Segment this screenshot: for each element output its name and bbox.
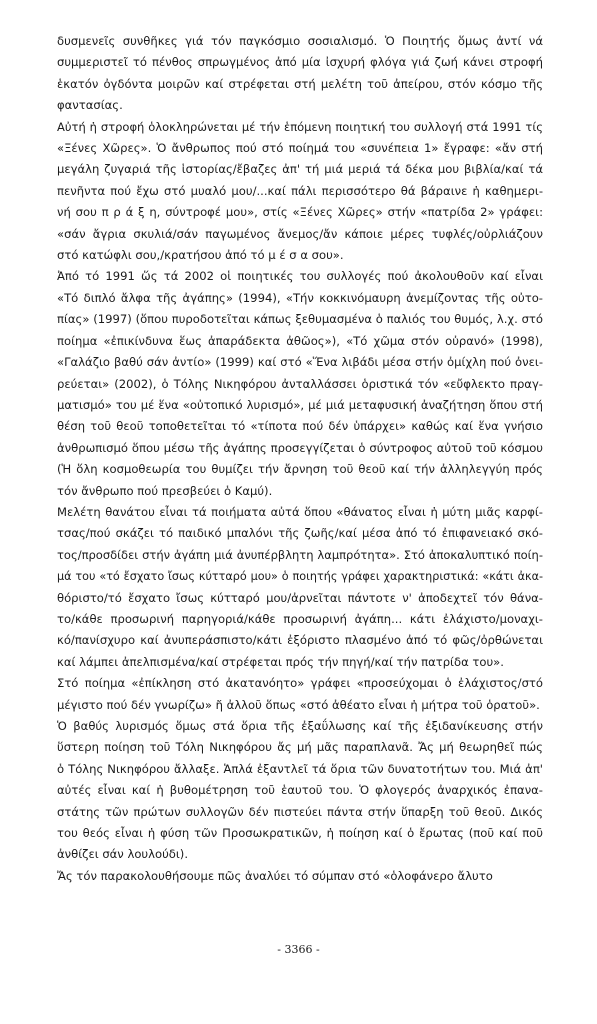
text-line: «Γαλάζιο βαθύ σάν ἀντίο» (1999) καί στό «Ἕνα λιβάδι μέσα στήν ὀμίχλη πού ὀνει-	[57, 355, 543, 370]
text-line: ματισμό» του μέ ἕνα «οὐτοπικό λυρισμό», μέ μιά μεταφυσική ἀναζήτηση ὅπου στή	[57, 397, 543, 412]
text-line: θέση τοῦ θεοῦ τοποθετεῖται τό «τίποτα πού δέν ὑπάρχει» καθώς καί ἕνα γνήσιο	[57, 419, 543, 434]
text-line: θόριστο/τό ἔσχατο ἴσως κύτταρό μου/ἀρνεῖται πάντοτε ν' ἀποδεχτεῖ τόν θάνα-	[57, 590, 543, 605]
text-line: Ὁ βαθύς λυρισμός ὅμως στά ὅρια τῆς ἐξαΰλωσης καί τῆς ἐξιδανίκευσης στήν	[57, 719, 543, 733]
paragraph	[57, 716, 543, 866]
text-line: τόν ἄνθρωπο πού πρεσβεύει ὁ Καμύ).	[57, 483, 273, 498]
text-line: του θεός εἶναι ἡ φύση τῶν Προσωκρατικῶν, ἡ ποίηση καί ὁ ἔρωτας (ποῦ καί ποῦ	[57, 826, 543, 841]
text-line: ρεύεται» (2002), ὁ Τόλης Νικηφόρου ἀνταλλάσσει ὁριστικά τόν «εὔφλεκτο πραγ-	[57, 376, 543, 391]
text-line: φαντασίας.	[57, 98, 123, 113]
text-line: δυσμενεῖς συνθῆκες γιά τόν παγκόσμιο σοσιαλισμό. Ὁ Ποιητής ὅμως ἀντί νά	[57, 34, 543, 48]
text-line: στό κατώφλι σου,/κρατήσου ἀπό τό μ έ σ α σου».	[57, 248, 344, 263]
text-line: ποίημα «ἐπικίνδυνα ἕως ἀπαράδεκτα ἀθῶος»), «Τό χῶμα στόν οὐρανό» (1998),	[57, 333, 543, 348]
text-line: «Τό διπλό ἄλφα τῆς ἀγάπης» (1994), «Τήν κοκκινόμαυρη ἀνεμίζοντας τῆς οὐτο-	[57, 290, 543, 305]
text-line: Ἄς τόν παρακολουθήσουμε πῶς ἀναλύει τό σύμπαν στό «ὁλοφάνερο ἄλυτο	[57, 868, 493, 883]
text-line: Αὐτή ἡ στροφή ὁλοκληρώνεται μέ τήν ἑπόμενη ποιητική του συλλογή στά 1991 τίς	[57, 119, 543, 134]
paragraph	[57, 866, 543, 887]
text-line: συμμεριστεῖ τό πένθος σπρωγμένος ἀπό μία ἰσχυρή φλόγα γιά ζωή κάνει στροφή	[57, 55, 543, 70]
text-line: ὕστερη ποίηση τοῦ Τόλη Νικηφόρου ἄς μή μᾶς παραπλανᾶ. Ἄς μή θεωρηθεῖ πώς	[57, 740, 543, 755]
paragraph	[57, 31, 543, 117]
text-line: Στό ποίημα «ἐπίκληση στό ἀκατανόητο» γράφει «προσεύχομαι ὁ ἐλάχιστος/στό	[57, 676, 543, 691]
paragraph	[57, 502, 543, 673]
text-line: καί λάμπει ἀπελπισμένα/καί στρέφεται πρός τήν πηγή/καί τήν πατρίδα του».	[57, 654, 504, 669]
text-line: «σάν ἄγρια σκυλιά/σάν παγωμένος ἄνεμος/ἄν κάποιε μέρες τυφλές/οὐρλιάζουν	[57, 226, 543, 241]
paragraph	[57, 673, 543, 716]
text-line: «Ξένες Χῶρες». Ὁ ἄνθρωπος πού στό ποίημά του «συνέπεια 1» ἔγραφε: «ἄν στή	[57, 141, 543, 156]
text-line: αὐτές εἶναι καί ἡ βυθομέτρηση τοῦ ἑαυτοῦ του. Ὁ φλογερός ἀναρχικός ἐπανα-	[57, 783, 543, 798]
text-line: (Ἡ ὅλη κοσμοθεωρία του θυμίζει τήν ἄρνηση τοῦ θεοῦ καί τήν ἀλληλεγγύη πρός	[57, 462, 543, 477]
text-line: το/κάθε προσωρινή παρηγοριά/κάθε προσωρινή ἀγάπη... κάτι ἐλάχιστο/μοναχι-	[57, 611, 543, 626]
text-line: νή σου π ρ ά ξ η, σύντροφέ μου», στίς «Ξένες Χῶρες» στήν «πατρίδα 2» γράφει:	[57, 205, 543, 220]
text-line: στάτης τῶν πρώτων συλλογῶν δέν πιστεύει πάντα στήν ὕπαρξη τοῦ θεοῦ. Δικός	[57, 804, 543, 819]
text-line: μεγάλη ζυγαριά τῆς ἱστορίας/ἔβαζες ἀπ' τή μιά μεριά τά δέκα μου βιβλία/καί τά	[57, 162, 543, 177]
text-line: ἑκατόν ὀγδόντα μοιρῶν καί στρέφεται στή μελέτη τοῦ ἀπείρου, στόν κόσμο τῆς	[57, 76, 543, 91]
text-line: ὁ Τόλης Νικηφόρου ἄλλαξε. Ἁπλά ἐξαντλεῖ τά ὅρια τῶν δυνατοτήτων του. Μιά ἀπ'	[57, 761, 543, 776]
text-line: πίας» (1997) (ὅπου πυροδοτεῖται κάπως ξεθυμασμένα ὁ παλιός του θυμός, λ.χ. στό	[57, 312, 543, 327]
text-line: ἀνθίζει σάν λουλούδι).	[57, 847, 189, 862]
text-line: Ἀπό τό 1991 ὥς τά 2002 οἱ ποιητικές του συλλογές πού ἀκολουθοῦν καί εἶναι	[57, 269, 543, 284]
text-line: πενῆντα πού ἔχω στό μυαλό μου/...καί πάλι περισσότερο θά βάραινε ἡ καθημερι-	[57, 183, 543, 198]
text-line: Μελέτη θανάτου εἶναι τά ποιήματα αὐτά ὅπου «θάνατος εἶναι ἡ μύτη μιᾶς καρφί-	[57, 504, 543, 519]
paragraph	[57, 266, 543, 501]
text-line: μέγιστο πού δέν γνωρίζω» ἤ ἀλλοῦ ὅπως «στό ἀθέατο εἶναι ἡ μήτρα τοῦ ὁρατοῦ».	[57, 697, 540, 712]
text-line: τσας/πού σκάζει τό παιδικό μπαλόνι τῆς ζωῆς/καί μέσα ἀπό τό ἐπιφανειακό σκό-	[57, 526, 543, 541]
body-text	[57, 31, 543, 887]
text-line: ἀνθρωπισμό ὅπου μέσω τῆς ἀγάπης προσεγγίζεται ὁ σύντροφος αὐτοῦ τοῦ κόσμου	[57, 440, 543, 455]
text-line: μά του «τό ἔσχατο ἴσως κύτταρό μου» ὁ ποιητής γράφει χαρακτηριστικά: «κάτι ἀκα-	[57, 570, 543, 584]
text-line: κό/πανίσχυρο καί ἀνυπεράσπιστο/κάτι ἐξόριστο πλασμένο ἀπό τό φῶς/ὀρθώνεται	[57, 633, 543, 648]
paragraph	[57, 117, 543, 267]
text-line: τος/προσδίδει στήν ἀγάπη μιά ἀνυπέρβλητη λαμπρότητα». Στό ἀποκαλυπτικό ποίη-	[57, 547, 543, 562]
page-number: - 3366 -	[277, 943, 320, 956]
